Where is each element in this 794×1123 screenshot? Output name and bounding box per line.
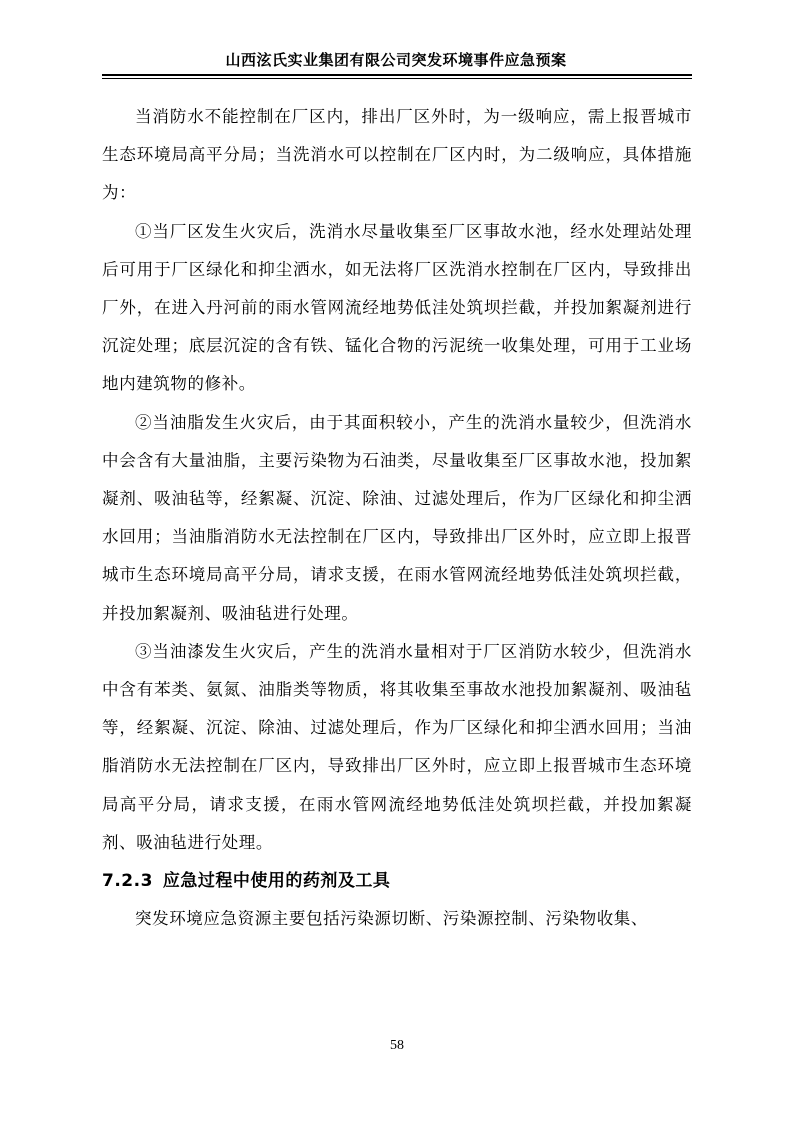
paragraph-paint-fire: ③当油漆发生火灾后，产生的洗消水量相对于厂区消防水较少，但洗消水中含有苯类、氨氮、油脂类等物质，将其收集至事故水池投加絮凝剂、吸油毡等，经絮凝、沉淀、除油、过滤处理后，作为厂区绿化和抑尘洒水回用；当油脂消防水无法控制在厂区内，导致排出厂区外时，应立即上报晋城市生态环境局高平分局，请求支援，在雨水管网流经地势低洼处筑坝拦截，并投加絮凝剂、吸油毡进行处理。: [102, 641, 692, 852]
document-body: [102, 98, 692, 938]
paragraph-grease-fire: ②当油脂发生火灾后，由于其面积较小，产生的洗消水量较少，但洗消水中会含有大量油脂，主要污染物为石油类，尽量收集至厂区事故水池，投加絮凝剂、吸油毡等，经絮凝、沉淀、除油、过滤处理后，作为厂区绿化和抑尘洒水回用；当油脂消防水无法控制在厂区内，导致排出厂区外时，应立即上报晋城市生态环境局高平分局，请求支援，在雨水管网流经地势低洼处筑坝拦截，并投加絮凝剂、吸油毡进行处理。: [102, 412, 692, 623]
section-heading: [102, 862, 692, 900]
page-header-title: 山西泫氏实业集团有限公司突发环境事件应急预案: [225, 51, 567, 69]
page-number: 58: [390, 1038, 404, 1053]
section-title: 应急过程中使用的药剂及工具: [162, 871, 391, 892]
paragraph-emergency-resources: 突发环境应急资源主要包括污染源切断、污染源控制、污染物收集、: [135, 909, 648, 929]
section-number: 7.2.3: [102, 871, 153, 892]
header-rule-thin: [102, 78, 692, 79]
paragraph-response-levels: 当消防水不能控制在厂区内，排出厂区外时，为一级响应，需上报晋城市生态环境局高平分局；当洗消水可以控制在厂区内时，为二级响应，具体措施为：: [102, 107, 692, 203]
paragraph-plant-fire: ①当厂区发生火灾后，洗消水尽量收集至厂区事故水池，经水处理站处理后可用于厂区绿化和抑尘洒水，如无法将厂区洗消水控制在厂区内，导致排出厂外，在进入丹河前的雨水管网流经地势低洼处筑坝拦截，并投加絮凝剂进行沉淀处理；底层沉淀的含有铁、锰化合物的污泥统一收集处理，可用于工业场地内建筑物的修补。: [102, 221, 692, 394]
header-rule-thick: [102, 74, 692, 76]
